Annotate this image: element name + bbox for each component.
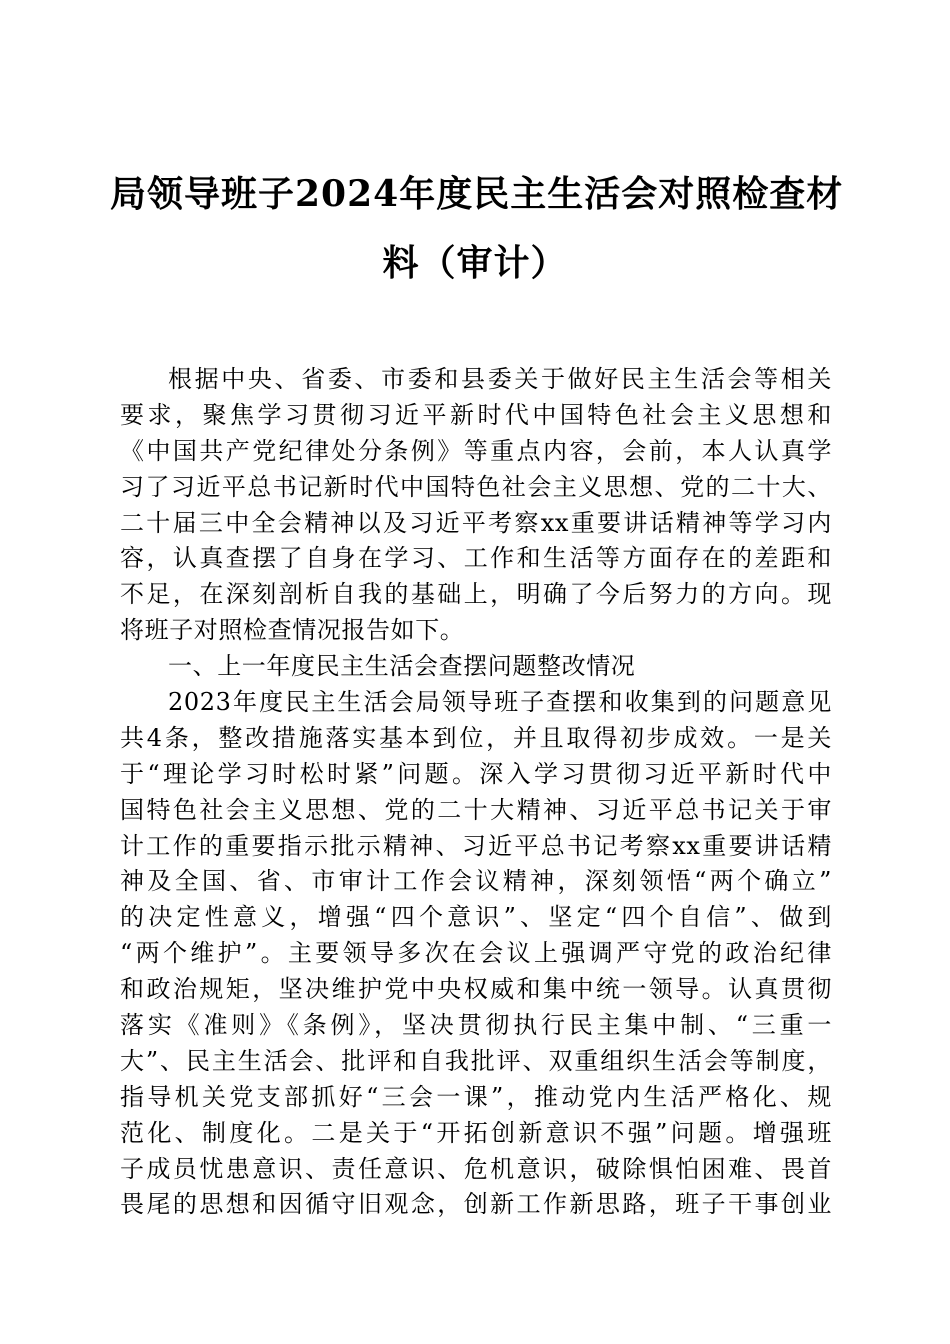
document-body xyxy=(120,362,832,1223)
paragraph-1-line: 不足，在深刻剖析自我的基础上，明确了今后努力的方向。现 xyxy=(120,580,832,609)
paragraph-2-line: “两个维护”。主要领导多次在会议上强调严守党的政治纪律 xyxy=(120,939,832,968)
paragraph-1-line: 《中国共产党纪律处分条例》等重点内容，会前，本人认真学 xyxy=(120,436,832,465)
paragraph-1-line: 习了习近平总书记新时代中国特色社会主义思想、党的二十大、 xyxy=(120,472,832,501)
paragraph-2-line: 计工作的重要指示批示精神、习近平总书记考察xx重要讲话精 xyxy=(120,831,832,860)
paragraph-2-line: 大”、民主生活会、批评和自我批评、双重组织生活会等制度， xyxy=(120,1046,832,1075)
paragraph-2-line: 和政治规矩，坚决维护党中央权威和集中统一领导。认真贯彻 xyxy=(120,975,832,1004)
paragraph-2-line: 范化、制度化。二是关于“开拓创新意识不强”问题。增强班 xyxy=(120,1118,832,1147)
paragraph-2-line: 的决定性意义，增强“四个意识”、坚定“四个自信”、做到 xyxy=(120,903,832,932)
paragraph-2-line: 于“理论学习时松时紧”问题。深入学习贯彻习近平新时代中 xyxy=(120,759,832,788)
paragraph-1-line: 二十届三中全会精神以及习近平考察xx重要讲话精神等学习内 xyxy=(120,508,832,537)
paragraph-2-line: 落实《准则》《条例》，坚决贯彻执行民主集中制、“三重一 xyxy=(120,1011,832,1040)
paragraph-2-line: 子成员忧患意识、责任意识、危机意识，破除惧怕困难、畏首 xyxy=(120,1154,832,1183)
paragraph-1-line: 要求，聚焦学习贯彻习近平新时代中国特色社会主义思想和 xyxy=(120,400,832,429)
paragraph-1-line: 将班子对照检查情况报告如下。 xyxy=(120,616,465,645)
paragraph-1-line: 容，认真查摆了自身在学习、工作和生活等方面存在的差距和 xyxy=(120,544,832,573)
document-title-line-2: 料（审计） xyxy=(382,242,568,284)
paragraph-2-line: 2023年度民主生活会局领导班子查摆和收集到的问题意见 xyxy=(168,688,832,717)
paragraph-2-line: 共4条，整改措施落实基本到位，并且取得初步成效。一是关 xyxy=(120,723,832,752)
paragraph-2-line: 神及全国、省、市审计工作会议精神，深刻领悟“两个确立” xyxy=(120,867,832,896)
document-title-line-1: 局领导班子2024年度民主生活会对照检查材 xyxy=(110,173,844,215)
paragraph-1-line: 根据中央、省委、市委和县委关于做好民主生活会等相关 xyxy=(168,365,832,393)
paragraph-2-line: 国特色社会主义思想、党的二十大精神、习近平总书记关于审 xyxy=(120,795,832,824)
paragraph-2-line: 指导机关党支部抓好“三会一课”，推动党内生活严格化、规 xyxy=(120,1082,832,1111)
paragraph-2-line: 畏尾的思想和因循守旧观念，创新工作新思路，班子干事创业 xyxy=(120,1190,832,1219)
section-heading-1: 一、上一年度民主生活会查摆问题整改情况 xyxy=(168,652,636,681)
